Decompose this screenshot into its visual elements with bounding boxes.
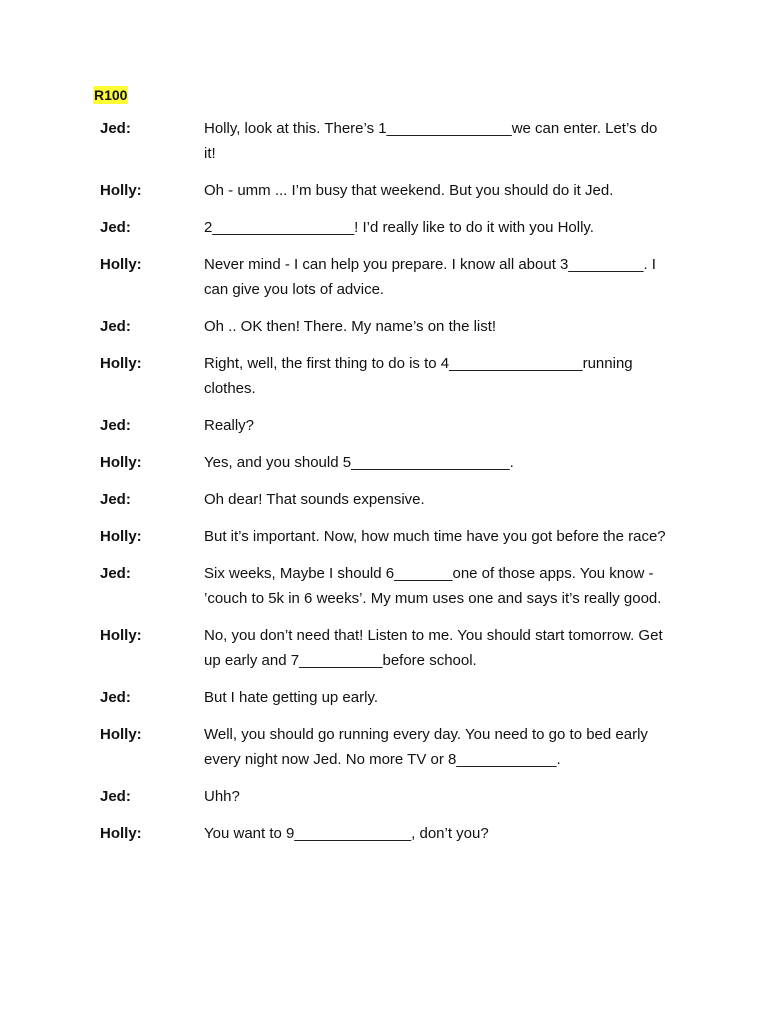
- speaker-name: Holly:: [100, 454, 142, 471]
- speech-text: Never mind - I can help you prepare. I know all about 3_________. I can give you lots of advice.: [204, 256, 656, 298]
- speaker-name: Jed:: [100, 788, 131, 805]
- dialogue: [100, 116, 670, 858]
- speaker-name: Jed:: [100, 689, 131, 706]
- speech-text: Yes, and you should 5___________________.: [204, 454, 514, 471]
- speech-text: Oh - umm ... I’m busy that weekend. But you should do it Jed.: [204, 182, 614, 199]
- dialogue-line: [100, 821, 670, 846]
- speaker-name: Holly:: [100, 825, 142, 842]
- speech-text: You want to 9______________, don’t you?: [204, 825, 489, 842]
- dialogue-line: [100, 178, 670, 203]
- speech-text: Really?: [204, 417, 255, 434]
- dialogue-line: [100, 116, 670, 166]
- dialogue-line: [100, 351, 670, 401]
- speech-text: Six weeks, Maybe I should 6_______one of those apps. You know - ’couch to 5k in 6 weeks’. My mum uses one and says it’s really good.: [204, 565, 662, 607]
- speaker-name: Holly:: [100, 627, 142, 644]
- dialogue-line: [100, 685, 670, 710]
- speech-text: Uhh?: [204, 788, 240, 805]
- speech-text: No, you don’t need that! Listen to me. You should start tomorrow. Get up early and 7__________before school.: [204, 627, 663, 669]
- speaker-name: Holly:: [100, 182, 142, 199]
- speech-text: Oh dear! That sounds expensive.: [204, 491, 425, 508]
- speaker-name: Jed:: [100, 318, 131, 335]
- dialogue-line: [100, 722, 670, 772]
- speaker-name: Jed:: [100, 565, 131, 582]
- document-code-label: R100: [94, 87, 128, 103]
- speech-text: Oh .. OK then! There. My name’s on the list!: [204, 318, 497, 335]
- speaker-name: Holly:: [100, 726, 142, 743]
- speaker-name: Jed:: [100, 120, 131, 137]
- dialogue-line: [100, 413, 670, 438]
- speech-text: Holly, look at this. There’s 1_______________we can enter. Let’s do it!: [204, 120, 658, 162]
- speaker-name: Jed:: [100, 219, 131, 236]
- speech-text: Right, well, the first thing to do is to 4________________running clothes.: [204, 355, 633, 397]
- speech-text: But it’s important. Now, how much time have you got before the race?: [204, 528, 666, 545]
- speaker-name: Jed:: [100, 491, 131, 508]
- dialogue-line: [100, 623, 670, 673]
- dialogue-line: [100, 524, 670, 549]
- speaker-name: Jed:: [100, 417, 131, 434]
- speech-text: Well, you should go running every day. You need to go to bed early every night now Jed. No more TV or 8____________.: [204, 726, 648, 768]
- dialogue-line: [100, 314, 670, 339]
- speaker-name: Holly:: [100, 355, 142, 372]
- dialogue-line: [100, 561, 670, 611]
- dialogue-line: [100, 215, 670, 240]
- speech-text: 2_________________! I’d really like to do it with you Holly.: [204, 219, 594, 236]
- dialogue-line: [100, 784, 670, 809]
- dialogue-line: [100, 487, 670, 512]
- dialogue-line: [100, 252, 670, 302]
- dialogue-line: [100, 450, 670, 475]
- speaker-name: Holly:: [100, 256, 142, 273]
- speaker-name: Holly:: [100, 528, 142, 545]
- speech-text: But I hate getting up early.: [204, 689, 379, 706]
